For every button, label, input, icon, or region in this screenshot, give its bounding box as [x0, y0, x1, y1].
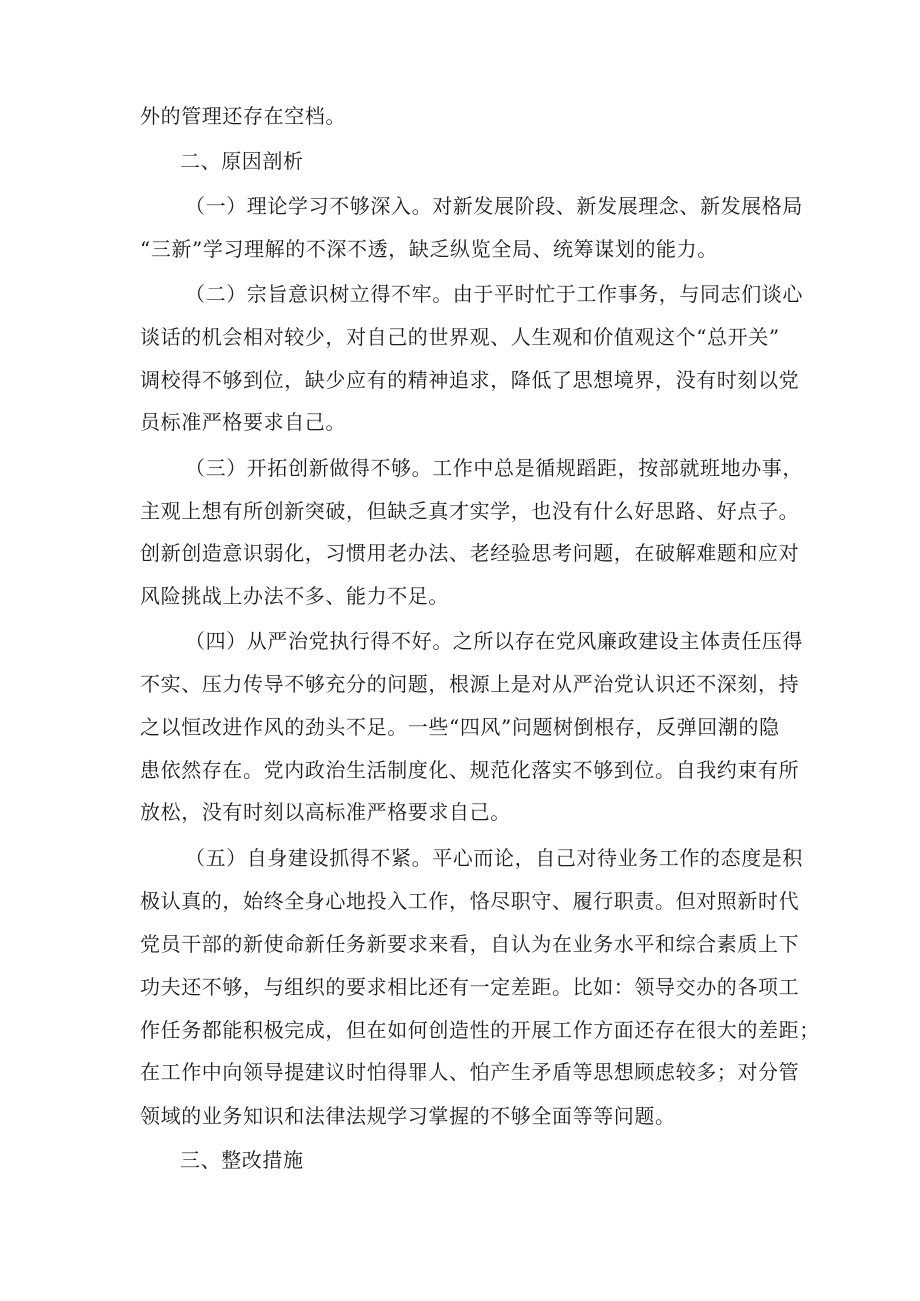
- paragraph-3-line-2: 主观上想有所创新突破，但缺乏真才实学，也没有什么好思路、好点子。: [140, 499, 800, 523]
- section-heading-causes: 二、原因剖析: [180, 149, 304, 173]
- paragraph-5-line-4: 功夫还不够，与组织的要求相比还有一定差距。比如：领导交办的各项工: [140, 975, 800, 999]
- paragraph-2-line-4: 员标准严格要求自己。: [140, 410, 346, 434]
- paragraph-4-line-2: 不实、压力传导不够充分的问题，根源上是对从严治党认识还不深刻，持: [140, 672, 800, 696]
- paragraph-5-line-3: 党员干部的新使命新任务新要求来看，自认为在业务水平和综合素质上下: [140, 932, 800, 956]
- paragraph-5-line-7: 领域的业务知识和法律法规学习掌握的不够全面等等问题。: [140, 1104, 676, 1128]
- paragraph-3-line-1: （三）开拓创新做得不够。工作中总是循规蹈距，按部就班地办事，: [185, 456, 803, 480]
- paragraph-1-line-2: “三新”学习理解的不深不透，缺乏纵览全局、统筹谋划的能力。: [140, 237, 718, 261]
- paragraph-5-line-5: 作任务都能积极完成，但在如何创造性的开展工作方面还存在很大的差距；: [140, 1018, 820, 1042]
- paragraph-2-line-1: （二）宗旨意识树立得不牢。由于平时忙于工作事务，与同志们谈心: [185, 282, 803, 306]
- paragraph-1-line-1: （一）理论学习不够深入。对新发展阶段、新发展理念、新发展格局: [185, 194, 803, 218]
- section-heading-rectification: 三、整改措施: [180, 1148, 304, 1172]
- paragraph-2-line-3: 调校得不够到位，缺少应有的精神追求，降低了思想境界，没有时刻以党: [140, 368, 800, 392]
- paragraph-continuation-line: 外的管理还存在空档。: [140, 104, 346, 128]
- paragraph-3-line-3: 创新创造意识弱化，习惯用老办法、老经验思考问题，在破解难题和应对: [140, 541, 800, 565]
- paragraph-3-line-4: 风险挑战上办法不多、能力不足。: [140, 584, 449, 608]
- paragraph-5-line-2: 极认真的，始终全身心地投入工作，恪尽职守、履行职责。但对照新时代: [140, 889, 800, 913]
- paragraph-4-line-4: 患依然存在。党内政治生活制度化、规范化落实不够到位。自我约束有所: [140, 758, 800, 782]
- paragraph-5-line-6: 在工作中向领导提建议时怕得罪人、怕产生矛盾等思想顾虑较多；对分管: [140, 1060, 800, 1084]
- paragraph-4-line-3: 之以恒改进作风的劲头不足。一些“四风”问题树倒根存，反弹回潮的隐: [140, 715, 780, 739]
- paragraph-4-line-1: （四）从严治党执行得不好。之所以存在党风廉政建设主体责任压得: [185, 629, 803, 653]
- paragraph-4-line-5: 放松，没有时刻以高标准严格要求自己。: [140, 800, 511, 824]
- paragraph-2-line-2: 谈话的机会相对较少，对自己的世界观、人生观和价值观这个“总开关”: [140, 325, 780, 349]
- paragraph-5-line-1: （五）自身建设抓得不紧。平心而论，自己对待业务工作的态度是积: [185, 846, 803, 870]
